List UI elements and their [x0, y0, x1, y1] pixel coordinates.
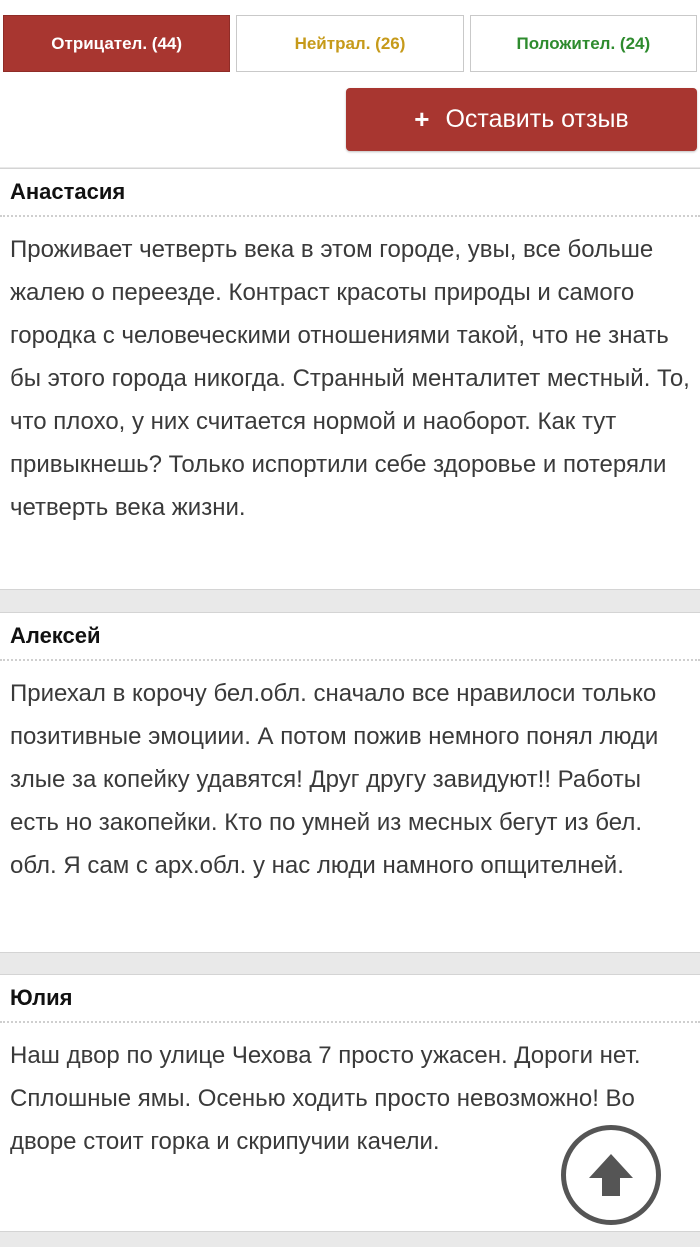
scroll-top-ring: [561, 1125, 661, 1225]
review-author: Анастасия: [0, 169, 700, 217]
review-author: Алексей: [0, 613, 700, 661]
add-review-button[interactable]: [346, 88, 697, 151]
review-card: [0, 168, 700, 590]
review-text: Приехал в корочу бел.обл. сначало все нравилоси только позитивные эмоциии. А потом пожив немного понял люди злые за копейку удавятся! Друг другу завидуют!! Работы есть но закопейки. Кто по умней из месных бегут из бел. обл. Я сам с арх.обл. у нас люди намного опщителней.: [10, 680, 659, 879]
arrow-up-icon: [586, 1150, 636, 1200]
tab-negative[interactable]: Отрицател. (44): [3, 15, 230, 72]
tab-positive[interactable]: Положител. (24): [470, 15, 697, 72]
review-text: Проживает четверть века в этом городе, увы, все больше жалею о переезде. Контраст красоты природы и самого городка с человеческими отношениями такой, что не знать бы этого города никогда. Странный менталитет местный. То, что плохо, у них считается нормой и наоборот. Как тут привыкнешь? Только испортили себе здоровье и потеряли четверть века жизни.: [10, 236, 690, 521]
tab-neutral[interactable]: Нейтрал. (26): [236, 15, 463, 72]
review-filter-tabs: [3, 15, 697, 72]
add-review-label: Оставить отзыв: [445, 105, 629, 133]
review-card: [0, 612, 700, 953]
filter-header: [0, 0, 700, 167]
scroll-to-top-button[interactable]: [556, 1120, 666, 1230]
review-text: Наш двор по улице Чехова 7 просто ужасен. Дороги нет. Сплошные ямы. Осенью ходить просто невозможно! Во дворе стоит горка и скрипучии качели.: [10, 1042, 641, 1155]
review-author: Юлия: [0, 975, 700, 1023]
plus-icon: +: [414, 104, 430, 134]
